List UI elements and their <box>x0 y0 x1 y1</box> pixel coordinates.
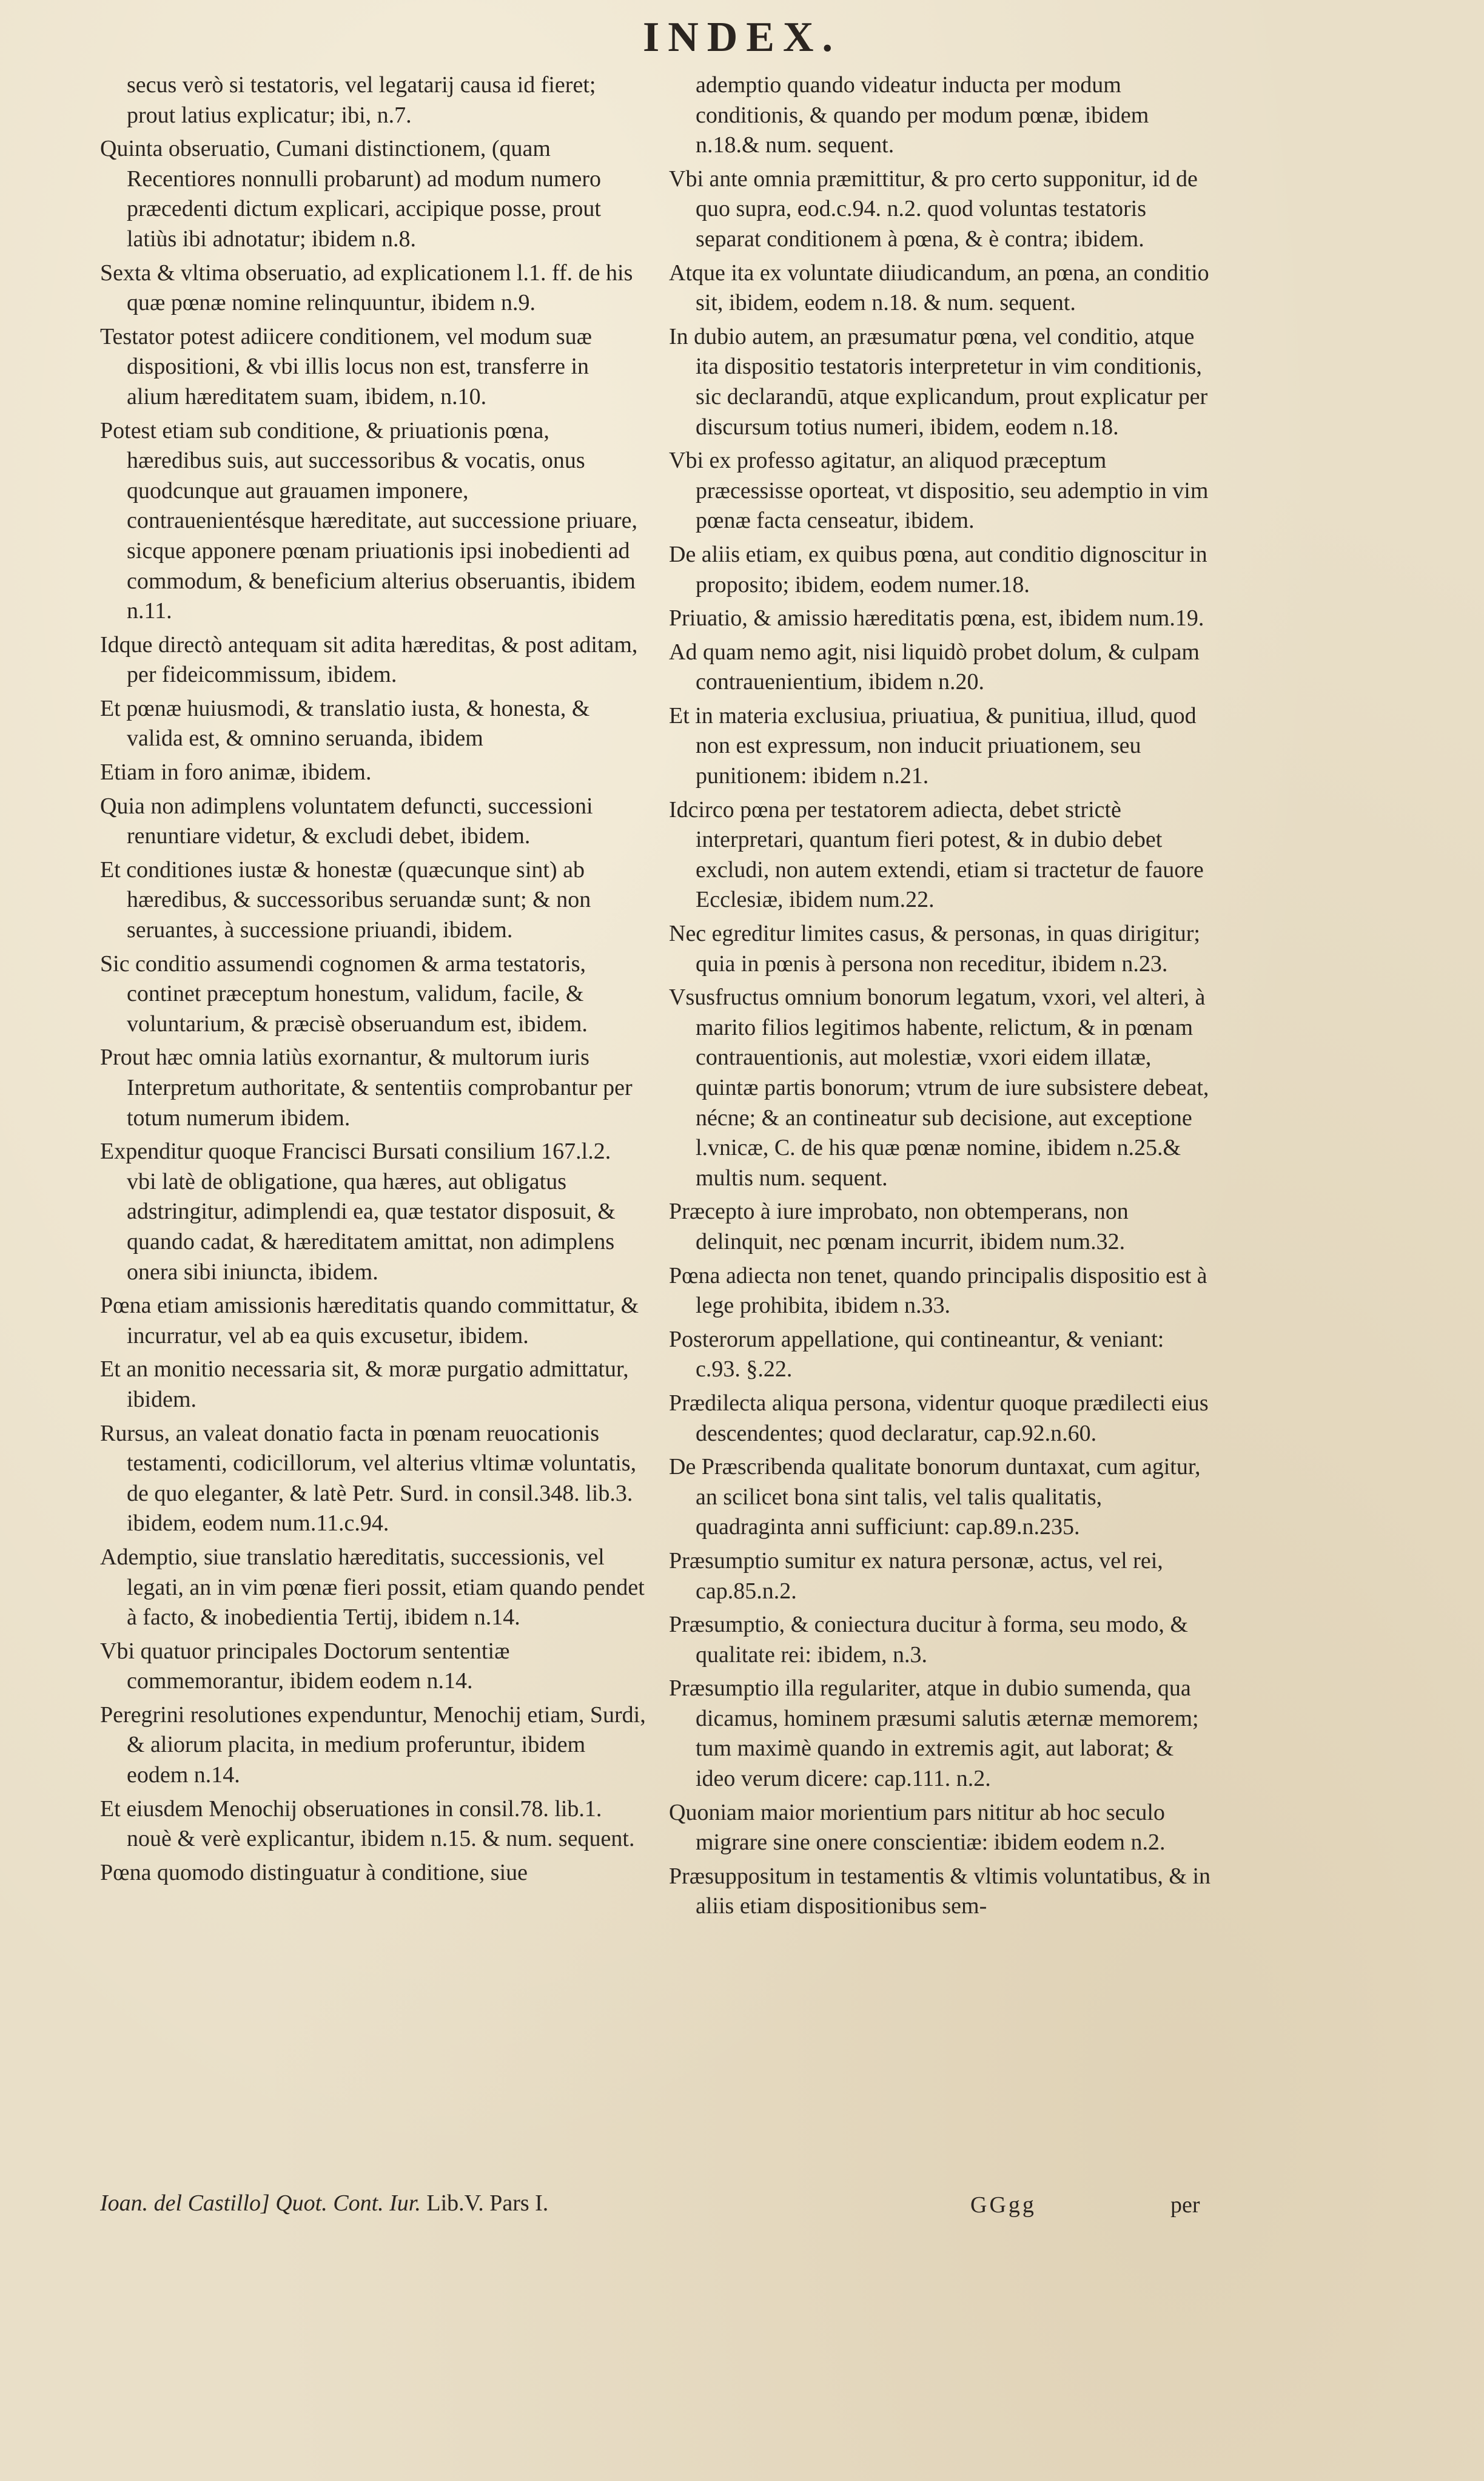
index-entry: Vsusfructus omnium bonorum legatum, vxori, vel alteri, à marito filios legitimos habente, relictum, & in pœnam contrauentionis, aut molestiæ, vxori eidem illatæ, quintæ partis bonorum; vtrum de iure subsistere debeat, nécne; & an contineatur sub decisione, aut exceptione l.vnicæ, C. de his quæ pœnæ nomine, ibidem n.25.& multis num. sequent. <box>669 985 1209 1191</box>
index-entry: Idque directò antequam sit adita hæreditas, & post aditam, per fideicommissum, ibidem. <box>100 631 638 688</box>
index-entry: secus verò si testatoris, vel legatarij causa id fieret; prout latius explicatur; ibi, n.7. <box>127 72 596 128</box>
footer-author: Ioan. del Castillo] <box>100 2190 270 2216</box>
index-entry: Pœna quomodo distinguatur à conditione, siue <box>100 1859 528 1885</box>
index-entry: Quinta obseruatio, Cumani distinctionem, (quam Recentiores nonnulli probarunt) ad modum numero præcedenti dictum explicari, accipique posse, prout latiùs ibi adnotatur; ibidem n.8. <box>100 136 601 252</box>
index-entry: Vbi quatuor principales Doctorum sententiæ commemorantur, ibidem eodem n.14. <box>100 1638 510 1694</box>
index-entry: Et eiusdem Menochij obseruationes in consil.78. lib.1. nouè & verè explicantur, ibidem n.15. & num. sequent. <box>100 1796 635 1852</box>
running-footer <box>100 2189 646 2218</box>
index-entry: Præsumptio illa regulariter, atque in dubio sumenda, qua dicamus, hominem præsumi salutis æternæ memorem; tum maximè quando in extremis agit, aut laborat; & ideo verum dicere: cap.111. n.2. <box>669 1675 1199 1792</box>
index-entry: Potest etiam sub conditione, & priuationis pœna, hæredibus suis, aut successoribus & vocatis, onus quodcunque aut grauamen imponere, contrauenientésque hæreditate, aut successione priuare, sicque apponere pœnam priuationis ipsi inobedienti ad commodum, & beneficium alterius obseruantis, ibidem n.11. <box>100 417 637 624</box>
index-entry: De aliis etiam, ex quibus pœna, aut conditio dignoscitur in proposito; ibidem, eodem numer.18. <box>669 541 1207 598</box>
index-entry: Peregrini resolutiones expenduntur, Menochij etiam, Surdi, & aliorum placita, in medium proferuntur, ibidem eodem n.14. <box>100 1702 646 1788</box>
index-entry: Quia non adimplens voluntatem defuncti, successioni renuntiare videtur, & excludi debet, ibidem. <box>100 793 593 849</box>
index-entry: Sexta & vltima obseruatio, ad explicationem l.1. ff. de his quæ pœnæ nomine relinquuntur, ibidem n.9. <box>100 260 633 316</box>
index-entry: Nec egreditur limites casus, & personas, in quas dirigitur; quia in pœnis à persona non receditur, ibidem n.23. <box>669 921 1200 977</box>
index-entry: Atque ita ex voluntate diiudicandum, an pœna, an conditio sit, ibidem, eodem n.18. & num. sequent. <box>669 260 1209 316</box>
index-entry: Et an monitio necessaria sit, & moræ purgatio admittatur, ibidem. <box>100 1356 629 1412</box>
left-column <box>100 70 646 1891</box>
index-entry: Pœna etiam amissionis hæreditatis quando committatur, & incurratur, vel ab ea quis excusetur, ibidem. <box>100 1293 639 1348</box>
index-entry: De Præscribenda qualitate bonorum duntaxat, cum agitur, an scilicet bona sint talis, vel talis qualitatis, quadraginta anni sufficiunt: cap.89.n.235. <box>669 1454 1201 1540</box>
index-entry: Pœna adiecta non tenet, quando principalis dispositio est à lege prohibita, ibidem n.33. <box>669 1262 1207 1319</box>
index-entry: Et pœnæ huiusmodi, & translatio iusta, & honesta, & valida est, & omnino seruanda, ibidem <box>100 695 590 752</box>
index-entry: Præsumptio sumitur ex natura personæ, actus, vel rei, cap.85.n.2. <box>669 1547 1163 1604</box>
index-entry: Sic conditio assumendi cognomen & arma testatoris, continet præceptum honestum, validum, facile, & voluntarium, & præcisè obseruandum est, ibidem. <box>100 951 588 1037</box>
index-entry: Rursus, an valeat donatio facta in pœnam reuocationis testamenti, codicillorum, vel alterius vltimæ voluntatis, de quo eleganter, & latè Petr. Surd. in consil.348. lib.3. ibidem, eodem num.11.c.94. <box>100 1420 637 1537</box>
index-entry: Idcirco pœna per testatorem adiecta, debet strictè interpretari, quantum fieri potest, & in dubio debet excludi, non autem extendi, etiam si tractetur de fauore Ecclesiæ, ibidem num.22. <box>669 796 1204 913</box>
index-entry: Ademptio, siue translatio hæreditatis, successionis, vel legati, an in vim pœnæ fieri possit, etiam quando pendet à facto, & inobedientia Tertij, ibidem n.14. <box>100 1544 645 1631</box>
index-entry: Præcepto à iure improbato, non obtemperans, non delinquit, nec pœnam incurrit, ibidem num.32. <box>669 1199 1129 1254</box>
index-entry: Prædilecta aliqua persona, videntur quoque prædilecti eius descendentes; quod declaratur, cap.92.n.60. <box>669 1390 1209 1446</box>
page-title: INDEX. <box>642 14 842 61</box>
index-entry: Vbi ex professo agitatur, an aliquod præceptum præcessisse oporteat, vt dispositio, seu ademptio in vim pœnæ facta censeatur, ibidem. <box>669 448 1209 534</box>
right-column <box>669 70 1213 1925</box>
index-entry: Et in materia exclusiua, priuatiua, & punitiua, illud, quod non est expressum, non inducit priuationem, seu punitionem: ibidem n.21. <box>669 702 1197 789</box>
footer-work: Quot. Cont. Iur. <box>275 2190 421 2216</box>
signature-mark: GGgg <box>970 2192 1036 2218</box>
catchword: per <box>1170 2192 1200 2218</box>
footer-volume: Lib.V. Pars I. <box>426 2190 549 2216</box>
index-entry: ademptio quando videatur inducta per modum conditionis, & quando per modum pœnæ, ibidem n.18.& num. sequent. <box>696 72 1149 158</box>
index-entry: Etiam in foro animæ, ibidem. <box>100 759 372 786</box>
index-entry: Posterorum appellatione, qui contineantur, & veniant: c.93. §.22. <box>669 1326 1164 1382</box>
index-entry: Præsuppositum in testamentis & vltimis voluntatibus, & in aliis etiam dispositionibus sem- <box>669 1863 1211 1919</box>
index-entry: Præsumptio, & coniectura ducitur à forma, seu modo, & qualitate rei: ibidem, n.3. <box>669 1612 1188 1668</box>
index-entry: Priuatio, & amissio hæreditatis pœna, est, ibidem num.19. <box>669 605 1204 631</box>
index-entry: In dubio autem, an præsumatur pœna, vel conditio, atque ita dispositio testatoris interpretetur in vim conditionis, sic declarandū, atque explicandum, prout explicatur per discursum totius numeri, ibidem, eodem n.18. <box>669 323 1208 440</box>
index-entry: Testator potest adiicere conditionem, vel modum suæ dispositioni, & vbi illis locus non est, transferre in alium hæreditatem suam, ibidem, n.10. <box>100 323 592 409</box>
index-entry: Ad quam nemo agit, nisi liquidò probet dolum, & culpam contrauenientium, ibidem n.20. <box>669 639 1200 695</box>
index-entry: Prout hæc omnia latiùs exornantur, & multorum iuris Interpretum authoritate, & sententiis comprobantur per totum numerum ibidem. <box>100 1045 633 1131</box>
index-entry: Expenditur quoque Francisci Bursati consilium 167.l.2. vbi latè de obligatione, qua hæres, aut obligatus adstringitur, adimplendi ea, quæ testator disposuit, & quando cadat, & hæreditatem amittat, non adimplens onera sibi iniuncta, ibidem. <box>100 1139 616 1285</box>
index-entry: Vbi ante omnia præmittitur, & pro certo supponitur, id de quo supra, eod.c.94. n.2. quod voluntas testatoris separat conditionem à pœna, & è contra; ibidem. <box>669 166 1198 252</box>
index-entry: Et conditiones iustæ & honestæ (quæcunque sint) ab hæredibus, & successoribus seruandæ sunt; & non seruantes, à successione priuandi, ibidem. <box>100 857 591 943</box>
index-entry: Quoniam maior morientium pars nititur ab hoc seculo migrare sine onere conscientiæ: ibidem eodem n.2. <box>669 1799 1166 1856</box>
